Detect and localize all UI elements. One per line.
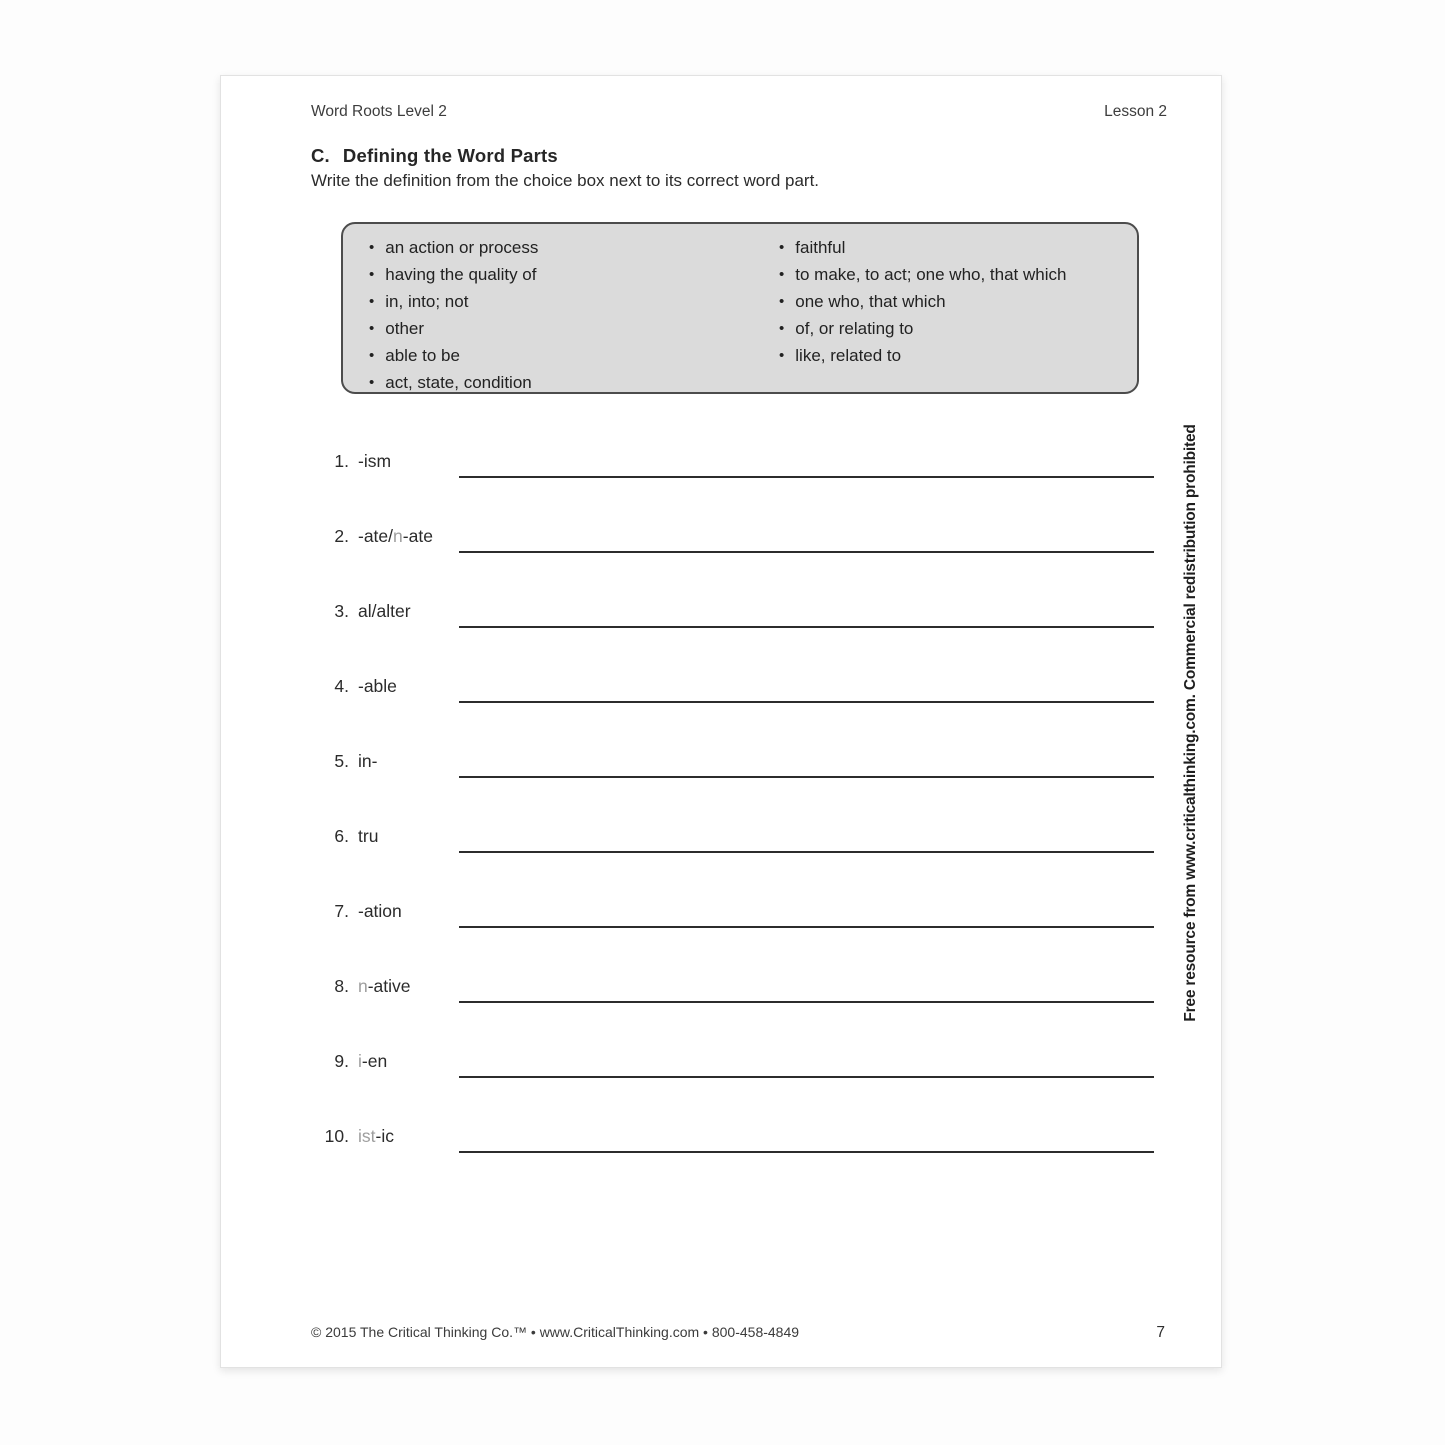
choice-item: • like, related to [779,343,1066,370]
choice-item: • of, or relating to [779,316,1066,343]
word-part-label: in- [358,751,378,771]
word-part-label: ist-ic [358,1126,394,1146]
item-number: 2. [334,526,349,546]
answer-blank-line [459,851,1154,853]
worksheet-page [220,75,1222,1368]
choice-item: • an action or process [369,235,538,262]
footer-copyright: © 2015 The Critical Thinking Co.™ • www.CriticalThinking.com • 800-458-4849 [311,1324,800,1340]
answer-blank-line [459,626,1154,628]
lesson-label: Lesson 2 [1104,103,1167,120]
choice-item: • having the quality of [369,262,538,289]
choice-item: • act, state, condition [369,370,538,397]
copyright-sidenote: Free resource from www.criticalthinking.com. Commercial redistribution prohibited [1182,424,1199,1022]
answer-blank-line [459,701,1154,703]
word-part-item [221,825,1221,859]
page-footer [311,1324,1165,1342]
word-part-item [221,1050,1221,1084]
page-header [311,103,1167,121]
choice-box-left-column [369,235,538,397]
choice-item: • in, into; not [369,289,538,316]
choice-box-right-column [779,235,1066,370]
word-part-label: tru [358,826,379,846]
item-number: 1. [334,451,349,471]
item-number: 9. [334,1051,349,1071]
word-part-label: -ate/n-ate [358,526,433,546]
answer-blank-line [459,1151,1154,1153]
word-part-item [221,900,1221,934]
choice-item: • faithful [779,235,1066,262]
book-title: Word Roots Level 2 [311,103,447,120]
item-number: 7. [334,901,349,921]
instruction-text: Write the definition from the choice box next to its correct word part. [311,171,820,190]
choice-item: • to make, to act; one who, that which [779,262,1066,289]
word-part-item [221,975,1221,1009]
word-part-item [221,1125,1221,1159]
answer-blank-line [459,926,1154,928]
word-part-label: al/alter [358,601,411,621]
section-heading [311,145,558,167]
word-part-label: -able [358,676,397,696]
word-part-item [221,675,1221,709]
answer-blank-line [459,776,1154,778]
answer-blank-line [459,1001,1154,1003]
word-part-label: n-ative [358,976,411,996]
item-number: 5. [334,751,349,771]
item-number: 4. [334,676,349,696]
word-part-item [221,600,1221,634]
word-part-label: -ism [358,451,392,471]
word-part-label: i-en [358,1051,388,1071]
choice-item: • able to be [369,343,538,370]
word-part-item [221,525,1221,559]
answer-blank-line [459,476,1154,478]
answer-blank-line [459,1076,1154,1078]
choice-item: • one who, that which [779,289,1066,316]
item-number: 8. [334,976,349,996]
choice-box [341,222,1139,394]
section-letter: C. [311,145,330,166]
item-number: 3. [334,601,349,621]
item-number: 10. [324,1126,349,1146]
page-number: 7 [1156,1324,1165,1341]
choice-item: • other [369,316,538,343]
section-title: Defining the Word Parts [342,145,558,166]
item-number: 6. [334,826,349,846]
word-part-label: -ation [358,901,402,921]
word-part-item [221,750,1221,784]
word-part-item [221,450,1221,484]
answer-blank-line [459,551,1154,553]
